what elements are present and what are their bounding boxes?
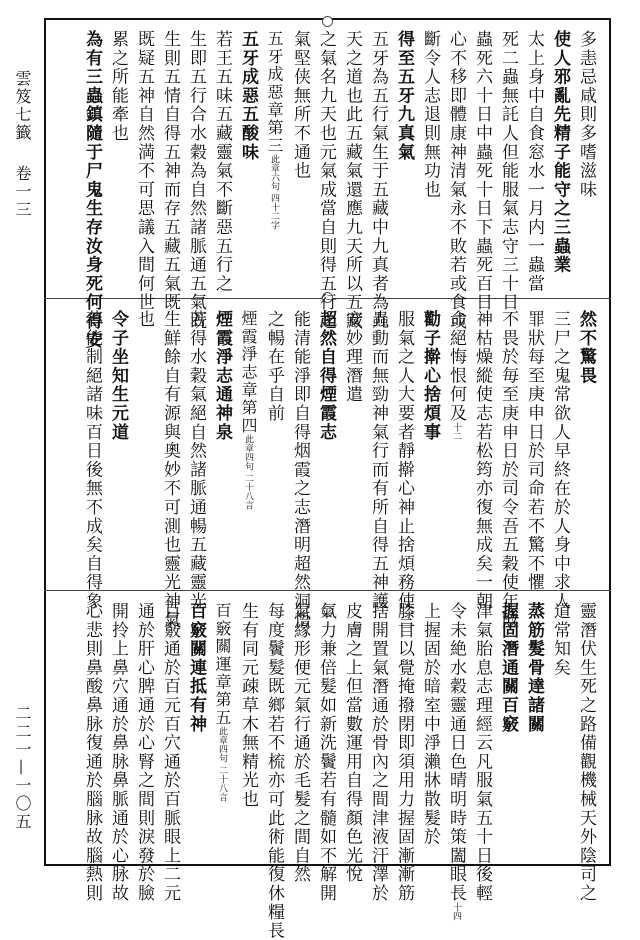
column-text: 若能制絕諸味百日後無不成矣自得象	[82, 310, 102, 611]
column-text: 生鮮餘自有源與奧妙不可測也靈光神氣	[160, 310, 180, 630]
text-column	[282, 602, 310, 884]
column-text: 三尸之鬼常欲人早終在於人身中求人	[550, 310, 570, 611]
text-column	[438, 602, 466, 921]
column-text: 超然自得煙霞志	[316, 310, 336, 442]
text-column	[490, 602, 516, 854]
text-column	[204, 602, 230, 854]
column-text: 命絕悔恨何及	[446, 310, 466, 423]
text-column	[152, 602, 180, 903]
text-column	[360, 602, 388, 903]
column-text: 上握固於暗室中淨瀨牀散髮於	[420, 602, 440, 847]
column-text: 捨開置氣潛通於骨內之間津液汗澤於	[368, 602, 388, 903]
text-column	[126, 310, 152, 578]
column-text: 生有同元疎草木無精光也	[238, 602, 258, 809]
column-text: 也	[134, 310, 154, 329]
column-note: 此章六句 四十二字	[269, 154, 279, 230]
column-text: 皮膚之上但當數運用自得顏色光悅	[342, 602, 362, 884]
column-text: 氣力兼倍髮如新洗鬢若有髓如不解開	[316, 602, 336, 903]
column-text: 安妙理潛遣	[342, 310, 362, 404]
column-text: 煙霞淨志章第四	[239, 310, 258, 435]
text-column	[282, 310, 310, 630]
column-text: 心悲則鼻酸鼻脉復通於腦脉故腦熱則	[82, 602, 102, 903]
column-text: 蟲動而無勁神氣行而有所自得五神護	[368, 310, 388, 611]
column-text: 蟲死六十日中蟲死十日下蟲死百日	[472, 30, 492, 312]
column-text: 若得水穀氣絕自然諸脈通暢五藏靈光	[186, 310, 206, 611]
text-column	[152, 310, 180, 630]
column-text: 五牙成惡五酸味	[238, 30, 258, 162]
text-column	[308, 310, 334, 578]
text-column	[74, 310, 102, 611]
column-text: 百竅關運章第五	[213, 602, 232, 727]
column-text: 使人邪亂先精子能守之三蟲業	[550, 30, 570, 275]
column-text: 然不驚畏	[576, 310, 596, 386]
text-column	[438, 30, 466, 331]
column-text: 心不移即體康神清氣永不敗若或食或	[446, 30, 466, 331]
text-column	[204, 310, 230, 578]
column-text: 煙霞淨志通神泉	[212, 310, 232, 442]
text-column	[126, 30, 154, 312]
text-column	[256, 602, 284, 940]
margin-page-number: 二二一—一〇五	[13, 705, 32, 831]
column-text: 津氣胎息志理經云凡服氣五十日後輕	[472, 602, 492, 903]
margin-book-title: 雲笈七籤	[13, 70, 32, 142]
column-text: 蒸筋髮骨達諸關	[524, 602, 544, 734]
text-column	[412, 310, 438, 578]
text-column	[568, 30, 594, 288]
column-text: 五牙為五行氣生于五藏中九真者為九	[368, 30, 388, 331]
text-column	[178, 602, 204, 854]
column-note: 十四	[451, 902, 461, 921]
text-column	[464, 30, 492, 312]
column-text: 神枯燥縱使志若松筠亦復無成矣一朝	[472, 310, 492, 611]
text-column	[74, 602, 102, 903]
text-column	[256, 310, 282, 578]
column-text: 通於肝心脾通於心腎之間則淚發於臉	[134, 602, 154, 903]
text-column	[308, 30, 336, 331]
column-text: 百竅關連抵有神	[186, 602, 206, 734]
column-text: 道常知矣	[550, 602, 570, 678]
column-text: 累之所能牽也	[108, 30, 128, 143]
text-column	[282, 30, 308, 288]
text-column	[230, 602, 256, 854]
text-column	[230, 30, 256, 288]
column-text: 百竅通於百元百穴通於百脈眼上二元	[160, 602, 180, 903]
column-text: 多恚忌咸則多嗜滋味	[576, 30, 596, 200]
column-text: 服氣之人大要者靜擀心神止捨煩務使三	[394, 310, 414, 630]
column-text: 握固潛通關百竅	[498, 602, 518, 734]
column-text: 太上身中自食窓水一月内一蟲當	[524, 30, 544, 294]
text-column	[412, 30, 438, 288]
text-column	[178, 310, 206, 611]
text-column	[568, 310, 594, 578]
column-text: 勸子擀心捨煩事	[420, 310, 440, 442]
text-column	[542, 30, 568, 288]
column-text: 令子坐知生元道	[108, 310, 128, 442]
column-text: 死二蟲無託人但能服氣志守三十日	[498, 30, 518, 312]
text-column	[464, 602, 492, 903]
column-text: 之暢在乎自前	[264, 310, 284, 423]
text-column	[516, 602, 542, 854]
text-column	[386, 30, 412, 288]
column-text: 靈潛伏生死之路備觀機械天外陰司之	[576, 602, 596, 903]
column-text: 令未絶水穀靈通日色晴明時策闔眼長	[446, 602, 466, 903]
column-text: 天之道也此五藏氣還應九天所以五藏	[342, 30, 362, 331]
text-column	[542, 602, 568, 854]
text-column	[100, 30, 126, 288]
margin-volume: 卷一三	[13, 165, 32, 219]
text-column	[334, 602, 362, 884]
text-column	[568, 602, 596, 903]
text-column	[74, 30, 102, 350]
text-column	[230, 310, 256, 578]
text-column	[334, 310, 360, 578]
column-note: 此章四句 二十八言	[217, 726, 227, 802]
text-column	[464, 310, 492, 611]
text-column	[386, 602, 414, 903]
text-panel-bottom	[56, 602, 596, 940]
text-column	[152, 30, 180, 312]
column-text: 既疑五神自然満不可思議入間何世	[134, 30, 154, 312]
text-column	[100, 310, 126, 578]
binding-hole	[322, 16, 333, 27]
text-column	[178, 30, 206, 331]
column-text: 生則五情自得五神而存五藏五氣既	[160, 30, 180, 312]
column-text: 之氣名九天也元氣成當自則得五行之	[316, 30, 336, 331]
column-text: 五牙成惡章第三	[265, 30, 284, 155]
text-column	[126, 602, 154, 903]
text-column	[360, 310, 388, 611]
text-column	[490, 310, 518, 630]
column-note: 此章四句 二十八言	[243, 434, 253, 510]
text-column	[516, 310, 544, 592]
text-column	[100, 602, 128, 903]
column-text: 罪狀每至庚申日於司命若不驚不懼	[524, 310, 544, 592]
column-note: 十二	[451, 422, 461, 441]
text-column	[542, 310, 570, 611]
text-column	[360, 30, 388, 331]
column-text: 生即五行合水穀為自然諸脈通五氣既	[186, 30, 206, 331]
text-column	[412, 602, 438, 854]
text-column	[438, 310, 464, 578]
column-text: 氣緣形便元氣行通於毛髮之間自然	[290, 602, 310, 884]
text-column	[256, 30, 282, 288]
text-column	[204, 30, 232, 294]
text-column	[516, 30, 544, 294]
text-column	[490, 30, 518, 312]
column-text: 得至五牙九真氣	[394, 30, 414, 162]
column-text: 開拎上鼻穴通於鼻脉鼻脈通於心脉故	[108, 602, 128, 903]
column-text: 每度鬢髮既鄉若不梳亦可此術能復休糧長	[264, 602, 284, 940]
column-text: 能清能淨即自得烟霞之志潛明超然洞悟	[290, 310, 310, 630]
column-text: 氣堅侠無所不通也	[290, 30, 310, 181]
text-column	[386, 310, 414, 630]
column-text: 不畏於毎至庚申日於司令吾五穀使年敗	[498, 310, 518, 630]
text-panel-middle	[56, 310, 596, 630]
column-text: 膝目以覺掩撥閉即須用力握固漸漸筋	[394, 602, 414, 903]
text-column	[308, 602, 336, 903]
column-text: 若王五味五藏靈氣不斷惡五行之	[212, 30, 232, 294]
text-column	[334, 30, 362, 331]
column-text: 斷令人志退則無功也	[420, 30, 440, 200]
column-text: 為有三蟲鎮隨于尸鬼生存汝身死何得安	[82, 30, 102, 350]
